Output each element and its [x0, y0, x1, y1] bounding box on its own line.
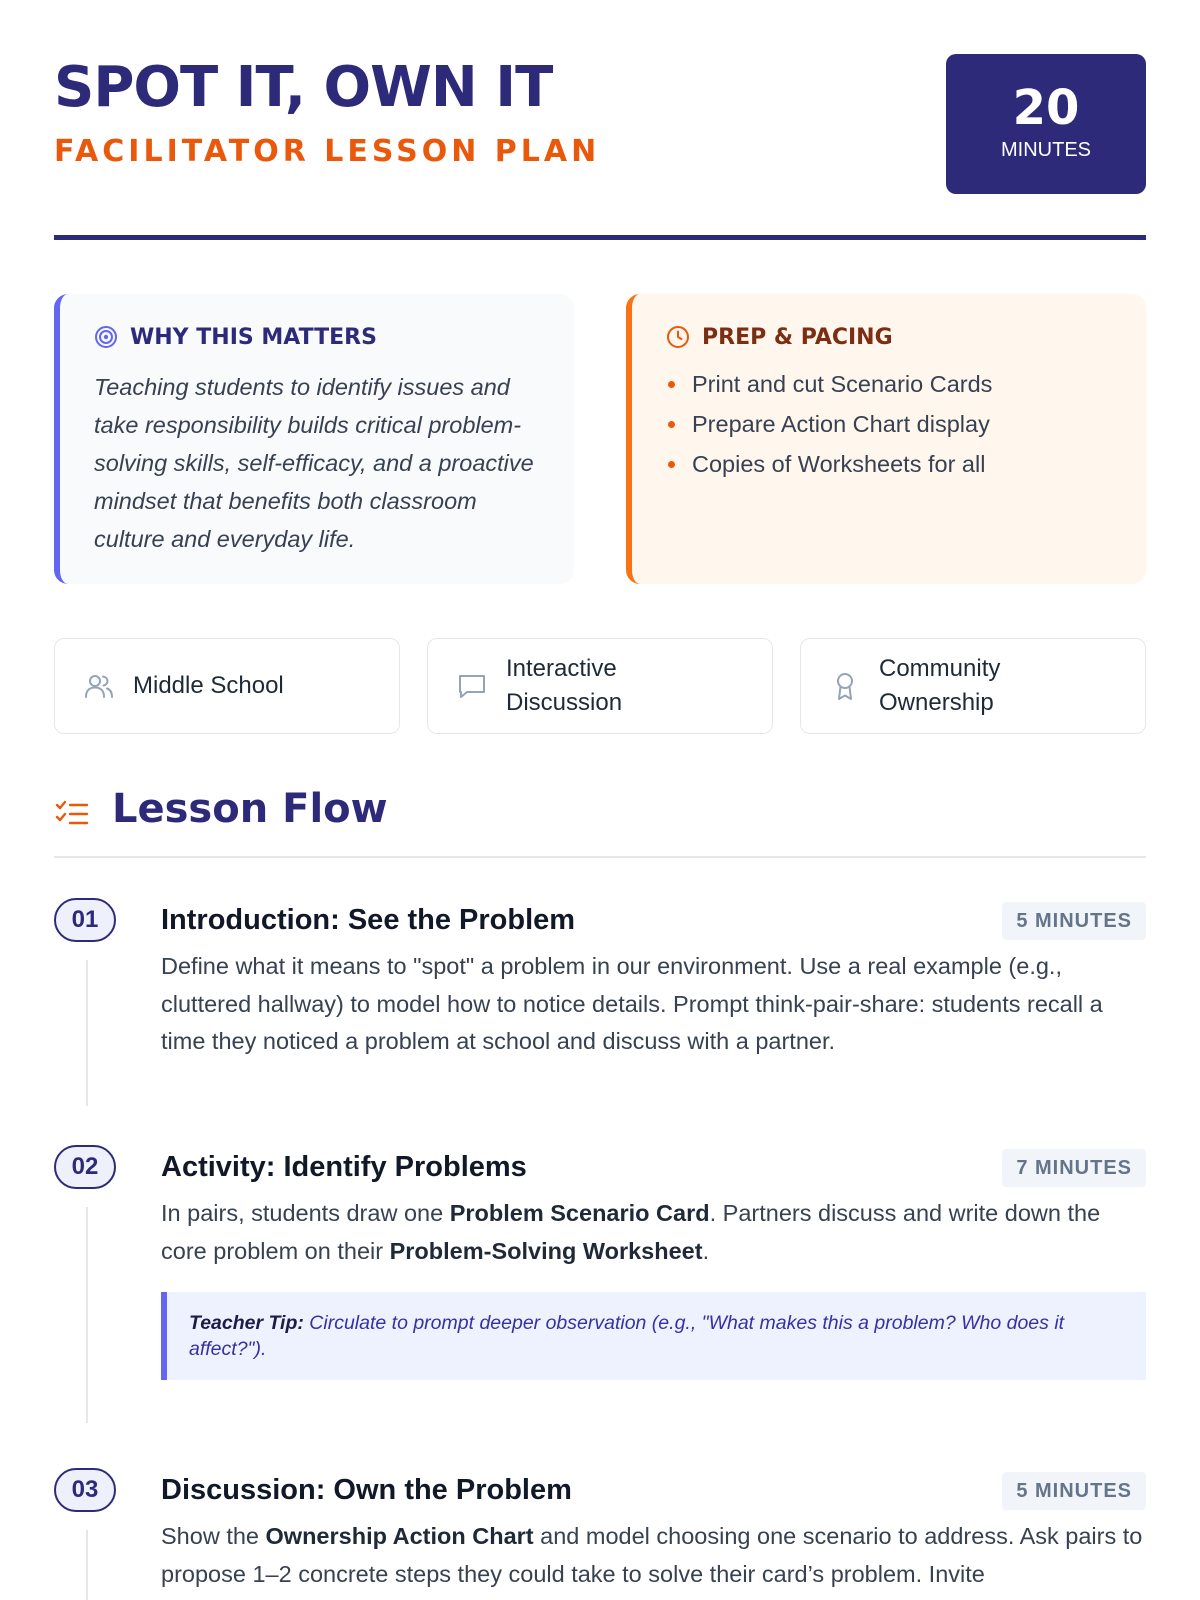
why-card	[54, 294, 574, 584]
step-description: Define what it means to "spot" a problem in our environment. Use a real example (e.g., cluttered hallway) to model how to notice details. Prompt think-pair-share: students recall a time they noticed a problem at school and discuss with a partner.	[161, 953, 1103, 1054]
prep-list	[666, 364, 1116, 484]
target-icon	[94, 325, 118, 349]
lesson-step	[54, 898, 1146, 1108]
step-body	[161, 1145, 1146, 1380]
desc-text: .	[702, 1237, 710, 1264]
desc-text: In pairs, students draw one	[161, 1200, 450, 1226]
step-body	[161, 898, 1146, 1061]
tag-label: Community Ownership	[879, 655, 1001, 716]
tag-label: Interactive Discussion	[506, 655, 623, 716]
step-body	[161, 1468, 1146, 1593]
why-text: Teaching students to identify issues and take responsibility builds critical problem-solving skills, self-efficacy, and a proactive mindset that benefits both classroom culture and everyday life.	[94, 374, 534, 552]
tag-interactive-discussion	[427, 638, 773, 734]
step-connector	[86, 1530, 88, 1600]
step-number: 02	[54, 1145, 116, 1189]
prep-card-header	[666, 322, 1116, 352]
teacher-tip-label: Teacher Tip:	[189, 1312, 304, 1334]
step-number: 03	[54, 1468, 116, 1512]
desc-text: and model choosing one scenario to address. Ask pairs to propose 1–2 concrete steps they could take to solve their card’s problem. Invite	[161, 1523, 1143, 1587]
lesson-step	[54, 1468, 1146, 1600]
lesson-step	[54, 1145, 1146, 1425]
prep-card	[626, 294, 1146, 584]
page-title: SPOT IT, OWN IT	[54, 55, 553, 120]
users-icon	[83, 670, 115, 702]
page-header	[54, 0, 1146, 240]
step-title: Activity: Identify Problems	[161, 1151, 527, 1183]
step-title: Discussion: Own the Problem	[161, 1474, 572, 1506]
tag-middle-school	[54, 638, 400, 734]
step-connector	[86, 960, 88, 1106]
desc-emphasis: Problem-Solving Worksheet	[389, 1237, 703, 1264]
prep-item: Print and cut Scenario Cards	[666, 364, 1116, 404]
step-title: Introduction: See the Problem	[161, 904, 576, 936]
clock-icon	[666, 325, 690, 349]
step-duration-badge: 7 MINUTES	[1002, 1149, 1146, 1187]
info-cards	[54, 294, 1146, 584]
lesson-tags	[54, 638, 1146, 734]
duration-unit: MINUTES	[1001, 139, 1091, 161]
why-card-header	[94, 322, 544, 352]
teacher-tip	[161, 1292, 1146, 1380]
teacher-tip-text: Circulate to prompt deeper observation (e.g., "What makes this a problem? Who does it affect?").	[189, 1312, 1065, 1360]
step-connector	[86, 1207, 88, 1423]
checklist-icon	[54, 796, 90, 832]
duration-value: 20	[1012, 80, 1080, 136]
page-subtitle: FACILITATOR LESSON PLAN	[54, 134, 601, 169]
prep-item: Prepare Action Chart display	[666, 404, 1116, 444]
desc-text: Show the	[161, 1523, 266, 1549]
desc-text: . Partners discuss and write down the core problem on their	[161, 1200, 1101, 1264]
step-duration-badge: 5 MINUTES	[1002, 1472, 1146, 1510]
lesson-flow-title: Lesson Flow	[112, 786, 388, 832]
prep-heading: PREP & PACING	[702, 324, 893, 350]
step-description	[161, 1518, 1146, 1593]
tag-label: Middle School	[133, 672, 284, 699]
lesson-flow-header	[54, 786, 1146, 858]
chat-icon	[456, 670, 488, 702]
duration-badge	[946, 54, 1146, 194]
why-heading: WHY THIS MATTERS	[130, 324, 377, 350]
step-duration-badge: 5 MINUTES	[1002, 902, 1146, 940]
step-number: 01	[54, 898, 116, 942]
step-description	[161, 1195, 1146, 1270]
award-icon	[829, 670, 861, 702]
tag-community-ownership	[800, 638, 1146, 734]
desc-emphasis: Problem Scenario Card	[449, 1200, 710, 1226]
desc-emphasis: Ownership Action Chart	[265, 1523, 534, 1549]
prep-item: Copies of Worksheets for all	[666, 444, 1116, 484]
